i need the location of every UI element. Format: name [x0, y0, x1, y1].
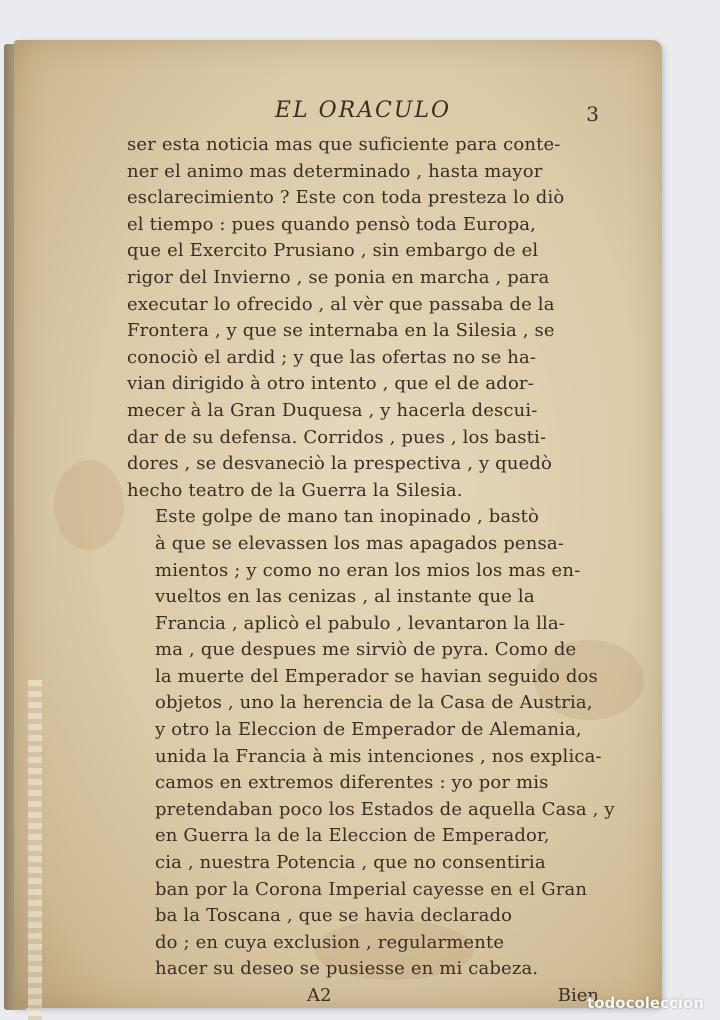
- text-line: unida la Francia à mis intenciones , nos explica-: [155, 745, 602, 767]
- text-line: ba la Toscana , que se havia declarado: [155, 905, 513, 927]
- paragraph-2: [127, 504, 615, 983]
- text-line: conociò el ardid ; y que las ofertas no se ha-: [127, 346, 537, 368]
- text-line: mecer à la Gran Duquesa , y hacerla descui-: [127, 399, 538, 421]
- text-line: ser esta noticia mas que suficiente para conte-: [127, 134, 561, 155]
- text-line: ma , que despues me sirviò de pyra. Como de: [155, 639, 577, 661]
- text-line: mientos ; y como no eran los mios los mas en-: [155, 559, 581, 581]
- text-line: rigor del Invierno , se ponia en marcha , para: [127, 266, 550, 288]
- text-line: que el Exercito Prusiano , sin embargo de el: [127, 240, 539, 262]
- text-line: dar de su defensa. Corridos , pues , los basti-: [127, 426, 547, 448]
- text-line: objetos , uno la herencia de la Casa de Austria,: [155, 692, 593, 714]
- page-number: 3: [586, 102, 599, 126]
- text-line: cia , nuestra Potencia , que no consentiria: [155, 852, 546, 874]
- torn-edge: [28, 680, 42, 1020]
- text-line: hacer su deseo se pusiesse en mi cabeza.: [155, 958, 539, 980]
- text-line: Este golpe de mano tan inopinado , bastò: [155, 506, 539, 528]
- text-line: ban por la Corona Imperial cayesse en el Gran: [155, 878, 588, 900]
- text-line: el tiempo : pues quando pensò toda Europa,: [127, 213, 537, 235]
- running-title: EL ORACULO: [274, 98, 452, 123]
- body-text: [127, 132, 615, 983]
- watermark: todocoleccion: [587, 994, 704, 1012]
- book-page: [14, 40, 662, 1008]
- text-line: hecho teatro de la Guerra la Silesia.: [127, 479, 463, 501]
- text-line: camos en extremos diferentes : yo por mis: [155, 772, 549, 794]
- text-line: à que se elevassen los mas apagados pensa-: [155, 532, 564, 554]
- text-line: Francia , aplicò el pabulo , levantaron la lla-: [155, 612, 566, 634]
- text-line: dores , se desvaneciò la prespectiva , y quedò: [127, 453, 553, 475]
- text-line: esclarecimiento ? Este con toda presteza lo diò: [127, 187, 565, 209]
- paragraph-1: [127, 132, 599, 504]
- text-line: Frontera , y que se internaba en la Silesia , se: [127, 320, 555, 342]
- text-line: en Guerra la de la Eleccion de Emperador,: [155, 825, 550, 847]
- text-line: y otro la Eleccion de Emperador de Alemania,: [155, 719, 582, 741]
- stain: [54, 460, 124, 550]
- text-block: [127, 98, 615, 1015]
- page-header: [127, 98, 599, 132]
- text-line: executar lo ofrecido , al vèr que passaba de la: [127, 293, 555, 315]
- text-line: vian dirigido à otro intento , que el de ador-: [127, 373, 534, 395]
- catchword: Bien: [557, 985, 599, 1006]
- text-line: pretendaban poco los Estados de aquella Casa , y: [155, 798, 615, 820]
- text-line: ner el animo mas determinado , hasta mayor: [127, 160, 543, 182]
- text-line: vueltos en las cenizas , al instante que la: [155, 586, 535, 608]
- text-line: la muerte del Emperador se havian seguido dos: [155, 665, 598, 687]
- text-line: do ; en cuya exclusion , regularmente: [155, 931, 505, 953]
- page-footer: [127, 985, 599, 1015]
- signature-mark: A2: [307, 985, 332, 1006]
